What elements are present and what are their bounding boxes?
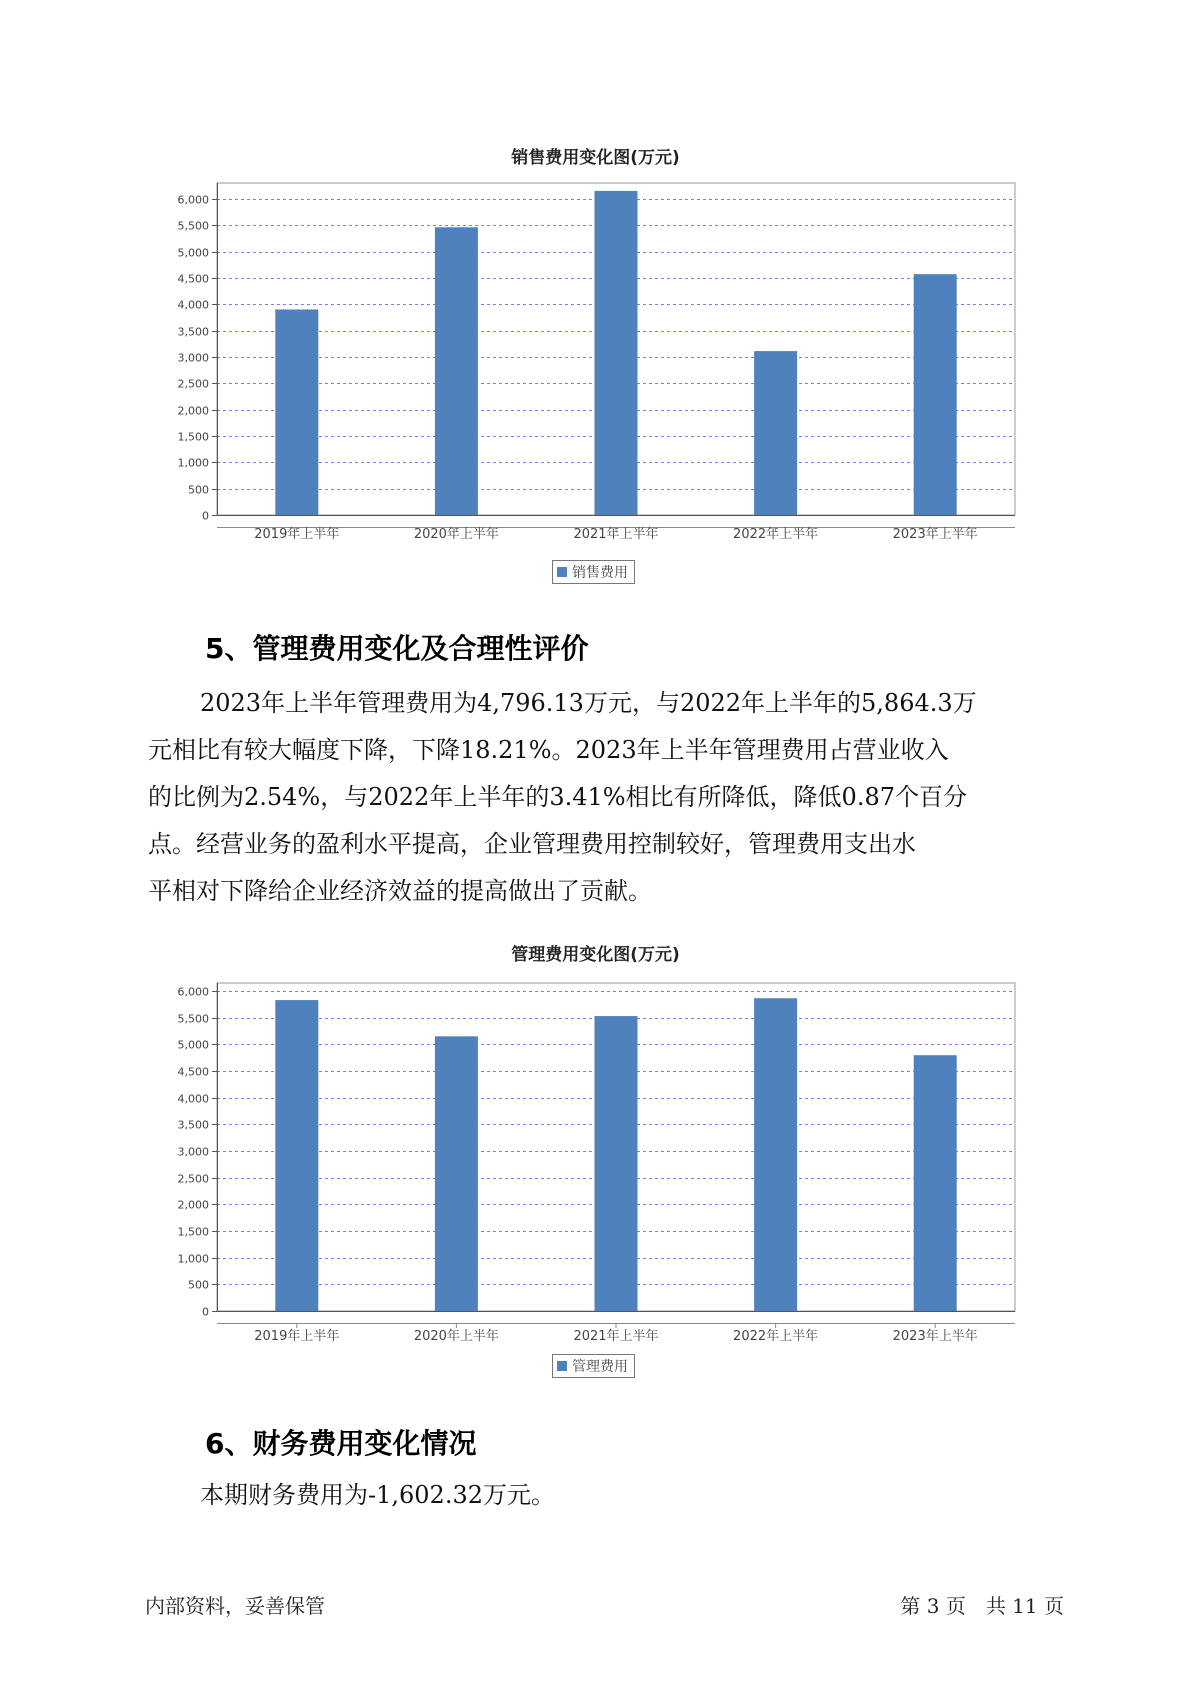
legend-swatch: [557, 567, 567, 577]
x-tick-label: 2020年上半年: [413, 527, 499, 542]
paragraph-line: 点。经营业务的盈利水平提高，企业管理费用控制较好，管理费用支出水: [148, 830, 916, 858]
legend-label: 管理费用: [572, 1359, 628, 1375]
y-tick-label: 500: [188, 483, 209, 497]
y-tick-label: 0: [202, 509, 209, 523]
bar: [275, 1000, 318, 1311]
y-tick-label: 3,000: [177, 1145, 209, 1159]
y-tick-label: 2,500: [177, 1172, 209, 1186]
bar: [595, 1016, 638, 1311]
bar: [914, 274, 957, 515]
legend-label: 销售费用: [572, 565, 628, 581]
y-tick-label: 1,500: [177, 1225, 209, 1239]
y-tick-label: 5,000: [177, 1038, 209, 1052]
selling-chart-title: 销售费用变化图(万元): [511, 148, 680, 168]
x-tick-label: 2019年上半年: [254, 1329, 340, 1344]
paragraph-line: 的比例为2.54%，与2022年上半年的3.41%相比有所降低，降低0.87个百分: [148, 783, 967, 811]
x-tick-label: 2021年上半年: [573, 527, 659, 542]
y-tick-label: 500: [188, 1278, 209, 1292]
admin-chart-legend: [552, 1354, 635, 1378]
bar: [435, 227, 478, 515]
footer-confidential-note: 内部资料，妥善保管: [145, 1594, 325, 1618]
paragraph-line: 平相对下降给企业经济效益的提高做出了贡献。: [148, 877, 652, 905]
paragraph-line: 2023年上半年管理费用为4,796.13万元，与2022年上半年的5,864.3万: [200, 689, 977, 717]
y-tick-label: 3,500: [177, 1118, 209, 1132]
y-tick-label: 2,000: [177, 404, 209, 418]
y-tick-label: 5,000: [177, 246, 209, 260]
selling-chart-legend: [552, 560, 635, 584]
paragraph-line: 本期财务费用为-1,602.32万元。: [200, 1481, 555, 1509]
selling-expense-chart: [0, 175, 1191, 545]
y-tick-label: 1,000: [177, 456, 209, 470]
x-tick-label: 2021年上半年: [573, 1329, 659, 1344]
x-tick-label: 2023年上半年: [892, 1329, 978, 1344]
x-tick-label: 2019年上半年: [254, 527, 340, 542]
y-tick-label: 4,000: [177, 298, 209, 312]
y-tick-label: 5,500: [177, 219, 209, 233]
section5-paragraph: [148, 680, 977, 915]
y-tick-label: 2,500: [177, 377, 209, 391]
section6-heading: 6、财务费用变化情况: [205, 1427, 477, 1460]
bar: [595, 191, 638, 515]
y-tick-label: 4,000: [177, 1092, 209, 1106]
bar: [754, 351, 797, 515]
y-tick-label: 6,000: [177, 193, 209, 207]
section5-heading: 5、管理费用变化及合理性评价: [205, 632, 589, 665]
legend-swatch: [557, 1361, 567, 1371]
bar: [275, 309, 318, 515]
admin-expense-chart: [0, 975, 1191, 1345]
footer-page-number: 第 3 页 共 11 页: [900, 1594, 1064, 1618]
y-tick-label: 4,500: [177, 272, 209, 286]
y-tick-label: 1,500: [177, 430, 209, 444]
paragraph-line: 元相比有较大幅度下降，下降18.21%。2023年上半年管理费用占营业收入: [148, 736, 949, 764]
y-tick-label: 1,000: [177, 1252, 209, 1266]
y-tick-label: 3,500: [177, 325, 209, 339]
x-tick-label: 2023年上半年: [892, 527, 978, 542]
bar: [435, 1036, 478, 1311]
bar: [754, 998, 797, 1311]
bar: [914, 1055, 957, 1311]
x-tick-label: 2022年上半年: [733, 527, 819, 542]
y-tick-label: 2,000: [177, 1198, 209, 1212]
x-tick-label: 2022年上半年: [733, 1329, 819, 1344]
y-tick-label: 6,000: [177, 985, 209, 999]
y-tick-label: 3,000: [177, 351, 209, 365]
y-tick-label: 0: [202, 1305, 209, 1319]
y-tick-label: 5,500: [177, 1012, 209, 1026]
y-tick-label: 4,500: [177, 1065, 209, 1079]
admin-chart-title: 管理费用变化图(万元): [511, 945, 680, 965]
x-tick-label: 2020年上半年: [413, 1329, 499, 1344]
section6-paragraph: [200, 1472, 555, 1519]
